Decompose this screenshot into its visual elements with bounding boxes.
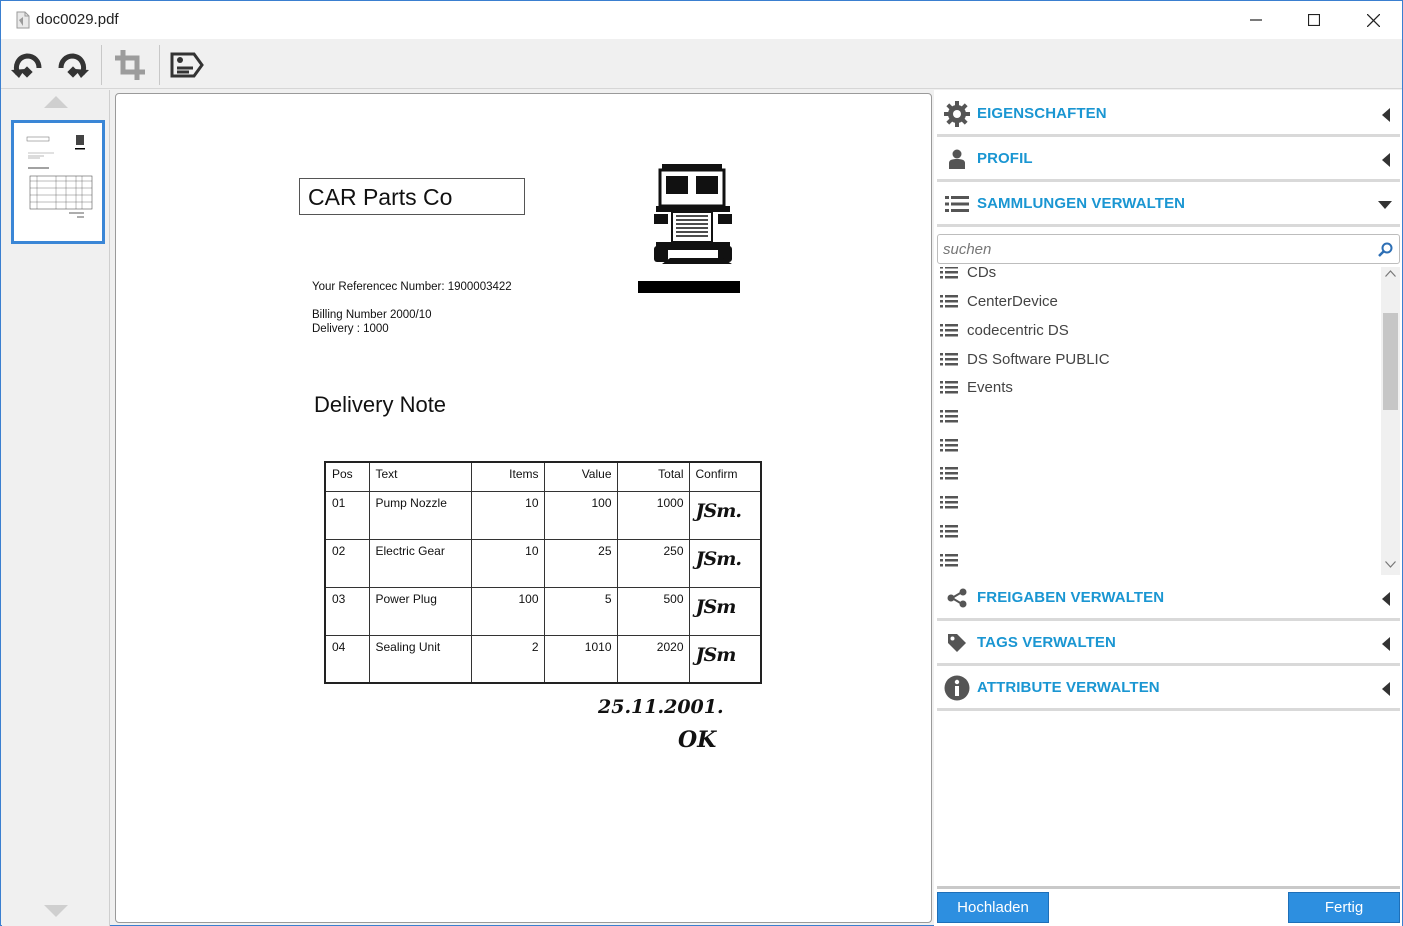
doc-heading: Delivery Note [314,392,447,417]
table-cell: 500 [617,587,689,635]
list-item-label: DS Software PUBLIC [967,350,1110,368]
list-icon [940,295,958,308]
truck-logo-icon [652,160,734,264]
section-label: PROFIL [977,150,1033,167]
close-button[interactable] [1344,1,1402,39]
table-header: Total [617,462,689,491]
table-header: Confirm [689,462,761,491]
signature: JSm [695,643,736,666]
table-cell: Power Plug [369,587,471,635]
table-cell: 10 [471,539,544,587]
table-cell: 1010 [544,635,617,683]
list-item[interactable] [940,433,967,457]
table-cell: 25 [544,539,617,587]
list-icon [940,439,958,452]
table-cell: Electric Gear [369,539,471,587]
minimize-icon [1250,14,1262,26]
thumbnail-panel [2,90,110,926]
list-icon [940,324,958,337]
handwritten-date: 25.11.2001. [598,696,724,718]
share-icon [947,588,967,608]
doc-delivery-number: Delivery : 1000 [312,323,389,335]
table-cell: 04 [325,635,369,683]
table-cell: 1000 [617,491,689,539]
redaction-bar [638,281,740,293]
table-cell: 100 [471,587,544,635]
table-cell: 01 [325,491,369,539]
collection-list [937,267,1382,575]
list-item[interactable] [940,375,1013,399]
page-thumbnail[interactable] [11,120,105,244]
done-button[interactable]: Fertig [1288,892,1400,923]
collection-search[interactable] [937,234,1400,264]
table-header-row [325,462,761,491]
table-cell [689,539,761,587]
signature: JSm. [695,547,741,570]
table-header: Items [471,462,544,491]
list-item[interactable] [940,519,967,543]
maximize-icon [1308,14,1320,26]
chevron-up-icon[interactable] [1385,270,1396,277]
section-label: EIGENSCHAFTEN [977,105,1107,122]
list-icon [940,381,958,394]
signature: JSm [695,595,736,618]
toolbar-separator [101,45,102,85]
table-header: Text [369,462,471,491]
chevron-down-icon[interactable] [1385,561,1396,568]
section-label: ATTRIBUTE VERWALTEN [977,679,1160,696]
list-item[interactable] [940,548,967,572]
table-cell: 10 [471,491,544,539]
page-thumbnail-preview [14,123,102,241]
doc-reference-number: Your Referencec Number: 1900003422 [312,281,512,293]
table-header: Value [544,462,617,491]
list-item[interactable] [940,461,967,485]
delivery-table [324,461,762,684]
section-label: SAMMLUNGEN VERWALTEN [977,195,1186,212]
handwritten-ok: OK [678,727,717,753]
tag-document-button[interactable] [167,45,207,85]
tag-icon [947,633,967,653]
list-item[interactable] [940,347,1110,371]
section-attributes[interactable] [937,667,1400,711]
caret-left-icon [1382,637,1390,651]
section-properties[interactable] [937,93,1400,137]
list-icon [940,353,958,366]
rotate-right-icon [56,48,90,82]
rotate-left-button[interactable] [7,45,47,85]
crop-icon [113,48,147,82]
properties-panel [934,90,1402,926]
window-title: doc0029.pdf [36,11,119,28]
table-cell [689,635,761,683]
footer-divider [937,886,1400,889]
table-cell: 02 [325,539,369,587]
list-item-label: CDs [967,267,997,281]
list-icon [940,410,958,423]
toolbar-separator [159,45,160,85]
list-item[interactable] [940,490,967,514]
list-icon [940,525,958,538]
list-icon [940,267,958,279]
caret-left-icon [1382,108,1390,122]
list-icon [940,467,958,480]
list-icon [940,554,958,567]
doc-company-name: CAR Parts Co [299,178,525,215]
section-collections[interactable] [937,183,1400,227]
list-item[interactable] [940,267,996,284]
caret-left-icon [1382,153,1390,167]
list-item-label: CenterDevice [967,292,1058,310]
list-icon [945,195,969,213]
table-row [325,539,761,587]
table-cell: 250 [617,539,689,587]
tag-icon [169,48,205,82]
table-row [325,587,761,635]
title-bar [1,1,1402,39]
section-shares[interactable] [937,577,1400,621]
table-cell: Sealing Unit [369,635,471,683]
caret-down-icon [1378,201,1392,209]
list-item[interactable] [940,318,1069,342]
table-cell: Pump Nozzle [369,491,471,539]
rotate-left-icon [10,48,44,82]
search-input[interactable] [943,238,1363,260]
table-cell: 2 [471,635,544,683]
pdf-file-icon [15,11,31,29]
list-item-label: Events [967,378,1013,396]
section-profile[interactable] [937,138,1400,182]
table-row [325,491,761,539]
chevron-up-icon[interactable] [44,96,68,108]
list-item-label: codecentric DS [967,321,1069,339]
upload-button[interactable]: Hochladen [937,892,1049,923]
gear-icon [944,101,970,127]
signature: JSm. [695,499,741,522]
table-header: Pos [325,462,369,491]
section-tags[interactable] [937,622,1400,666]
section-label: FREIGABEN VERWALTEN [977,589,1165,606]
maximize-button[interactable] [1285,1,1343,39]
table-cell: 2020 [617,635,689,683]
table-cell: 03 [325,587,369,635]
list-item[interactable] [940,289,1058,313]
user-icon [948,149,966,169]
table-cell [689,491,761,539]
list-scrollbar[interactable] [1381,267,1400,575]
crop-button[interactable] [110,45,150,85]
close-icon [1367,14,1380,27]
scrollbar-thumb[interactable] [1383,313,1398,410]
doc-billing-number: Billing Number 2000/10 [312,309,432,321]
rotate-right-button[interactable] [53,45,93,85]
table-cell [689,587,761,635]
table-cell: 100 [544,491,617,539]
table-row [325,635,761,683]
caret-left-icon [1382,592,1390,606]
table-cell: 5 [544,587,617,635]
caret-left-icon [1382,682,1390,696]
toolbar [1,39,1402,89]
search-icon[interactable] [1378,242,1393,257]
list-icon [940,496,958,509]
info-icon [944,675,970,701]
document-viewer[interactable] [115,93,932,923]
minimize-button[interactable] [1227,1,1285,39]
chevron-down-icon[interactable] [44,905,68,917]
list-item[interactable] [940,404,967,428]
section-label: TAGS VERWALTEN [977,634,1116,651]
